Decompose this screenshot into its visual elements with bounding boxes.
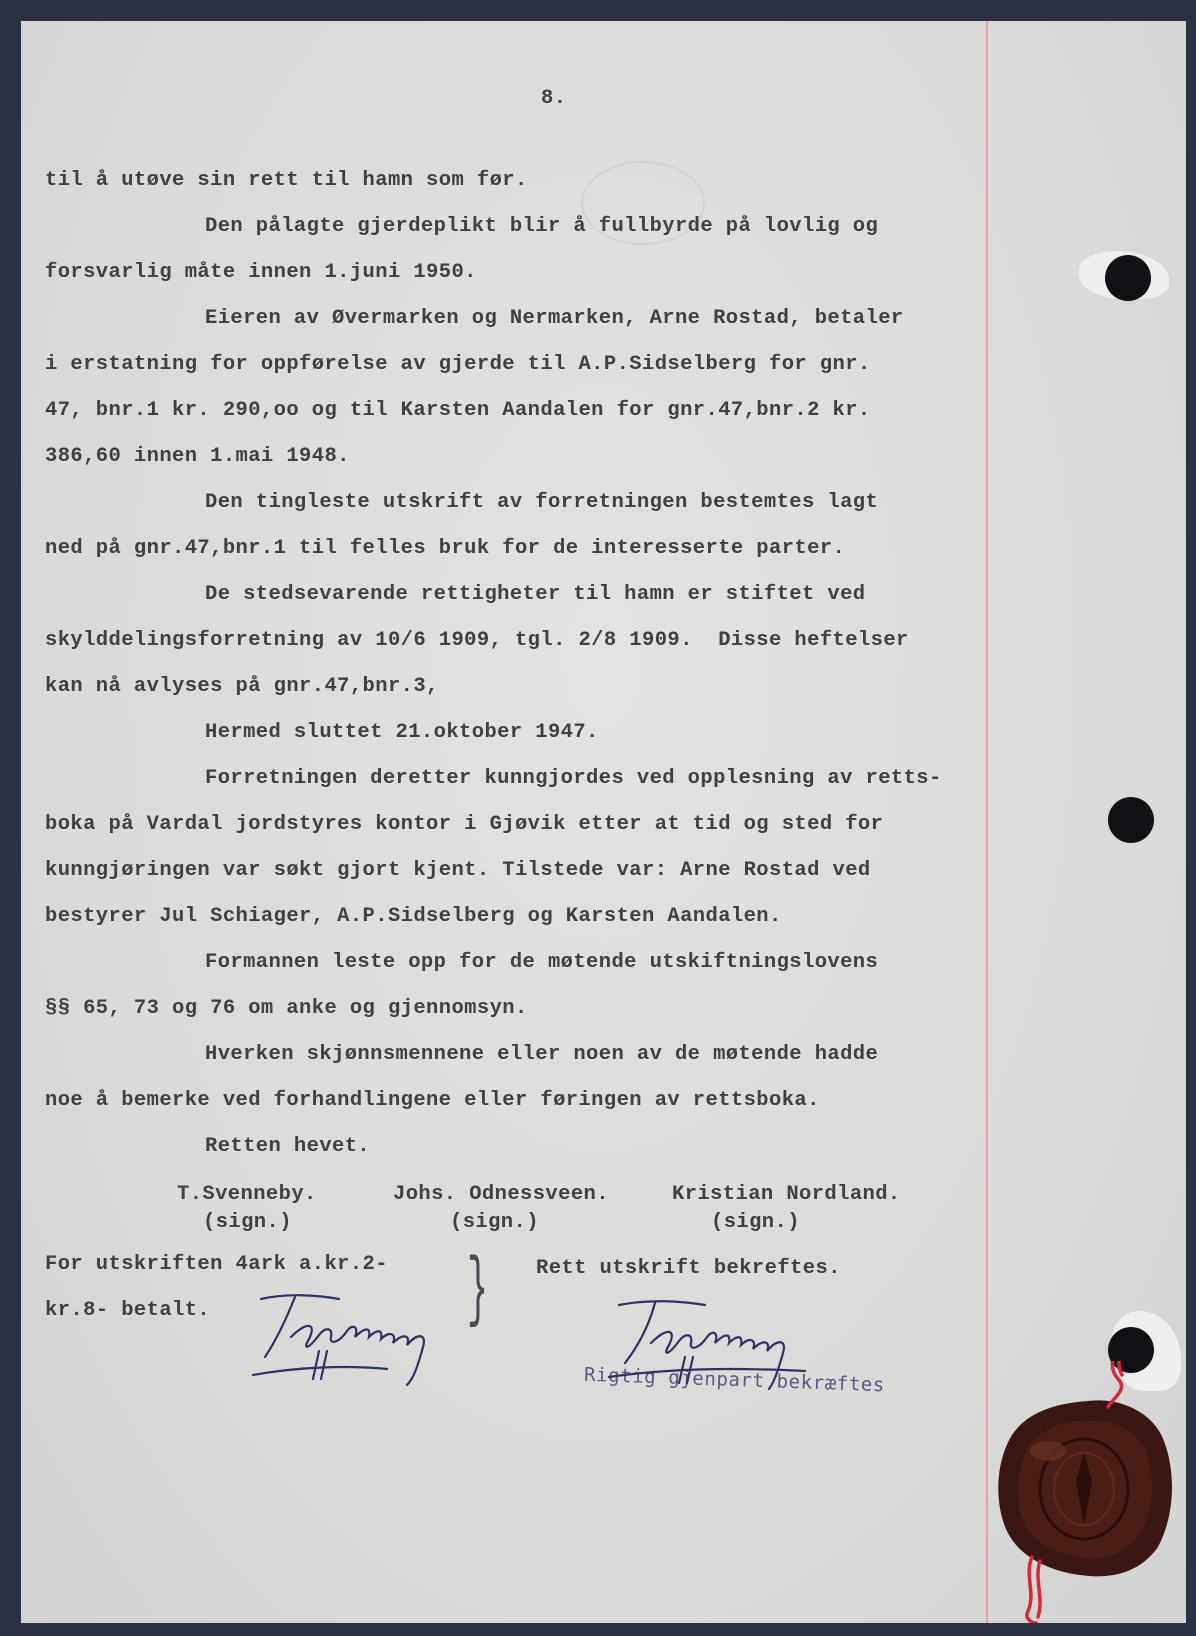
- document-page: [21, 21, 1186, 1623]
- handwritten-signature: [605, 1295, 835, 1391]
- text-line: bestyrer Jul Schiager, A.P.Sidselberg og Karsten Aandalen.: [45, 905, 782, 928]
- certification-text: Rett utskrift bekreftes.: [536, 1257, 841, 1280]
- signatory-sign: (sign.): [711, 1211, 800, 1234]
- text-line: skylddelingsforretning av 10/6 1909, tgl. 2/8 1909. Disse heftelser: [45, 629, 909, 652]
- text-line: 386,60 innen 1.mai 1948.: [45, 445, 350, 468]
- text-line: Hverken skjønnsmennene eller noen av de møtende hadde: [205, 1043, 879, 1066]
- brace: }: [467, 1247, 489, 1335]
- text-line: §§ 65, 73 og 76 om anke og gjennomsyn.: [45, 997, 528, 1020]
- text-line: Retten hevet.: [205, 1135, 371, 1158]
- text-line: 47, bnr.1 kr. 290,oo og til Karsten Aandalen for gnr.47,bnr.2 kr.: [45, 399, 871, 422]
- signatory-name: Kristian Nordland.: [672, 1183, 901, 1206]
- fee-note: For utskriften 4ark a.kr.2-: [45, 1253, 388, 1276]
- wax-seal: [988, 1361, 1186, 1623]
- text-line: ned på gnr.47,bnr.1 til felles bruk for de interesserte parter.: [45, 537, 846, 560]
- punch-hole: [1108, 797, 1154, 843]
- text-line: forsvarlig måte innen 1.juni 1950.: [45, 261, 477, 284]
- text-line: Forretningen deretter kunngjordes ved opplesning av retts-: [205, 767, 942, 790]
- text-line: Hermed sluttet 21.oktober 1947.: [205, 721, 599, 744]
- page-number: 8.: [541, 87, 567, 110]
- text-line: Den tingleste utskrift av forretningen bestemtes lagt: [205, 491, 879, 514]
- text-line: De stedsevarende rettigheter til hamn er stiftet ved: [205, 583, 866, 606]
- signatory-sign: (sign.): [203, 1211, 292, 1234]
- text-line: i erstatning for oppførelse av gjerde til A.P.Sidselberg for gnr.: [45, 353, 871, 376]
- punch-hole: [1105, 255, 1151, 301]
- signatory-name: Johs. Odnessveen.: [393, 1183, 609, 1206]
- handwritten-signature: [247, 1287, 457, 1387]
- text-line: Den pålagte gjerdeplikt blir å fullbyrde på lovlig og: [205, 215, 879, 238]
- certification-stamp: Rigtig gjenpart bekræftes: [583, 1363, 886, 1397]
- text-line: til å utøve sin rett til hamn som før.: [45, 169, 528, 192]
- text-line: Eieren av Øvermarken og Nermarken, Arne Rostad, betaler: [205, 307, 904, 330]
- text-line: noe å bemerke ved forhandlingene eller føringen av rettsboka.: [45, 1089, 820, 1112]
- signatory-name: T.Svenneby.: [177, 1183, 317, 1206]
- text-line: Formannen leste opp for de møtende utskiftningslovens: [205, 951, 879, 974]
- signatory-sign: (sign.): [450, 1211, 539, 1234]
- fee-note: kr.8- betalt.: [45, 1299, 211, 1322]
- text-line: kan nå avlyses på gnr.47,bnr.3,: [45, 675, 439, 698]
- text-line: boka på Vardal jordstyres kontor i Gjøvik etter at tid og sted for: [45, 813, 884, 836]
- text-line: kunngjøringen var søkt gjort kjent. Tilstede var: Arne Rostad ved: [45, 859, 871, 882]
